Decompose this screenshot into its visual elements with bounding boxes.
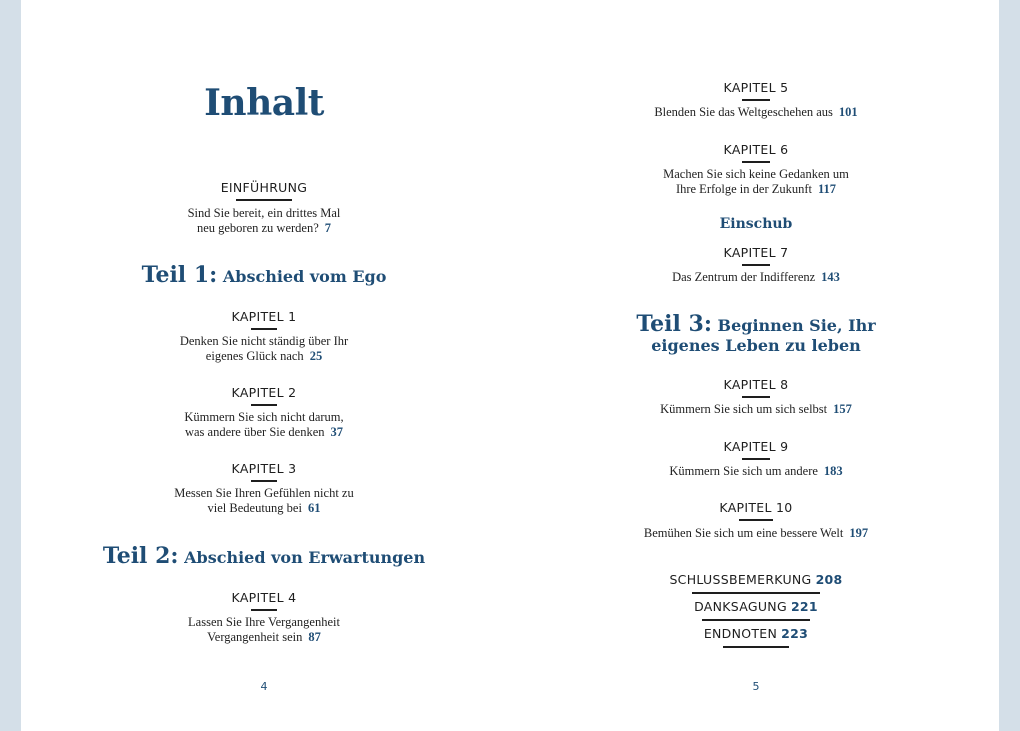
chapter-10-line-1-wrap	[510, 526, 1002, 541]
chapter-3-line-1: Messen Sie Ihren Gefühlen nicht zu	[174, 486, 354, 500]
chapter-1-rule	[251, 328, 277, 330]
chapter-9-line-1-wrap	[510, 464, 1002, 479]
chapter-5-rule	[742, 99, 770, 101]
part-2-name: Abschied von Erwartungen	[184, 548, 426, 567]
chapter-10-line-1: Bemühen Sie sich um eine bessere Welt	[643, 526, 844, 540]
chapter-6-rule	[742, 161, 770, 163]
chapter-1-label: KAPITEL 1	[231, 309, 297, 324]
chapter-8-page: 157	[833, 402, 852, 416]
chapter-7-rule	[742, 264, 770, 266]
conclusion-page: 208	[815, 572, 843, 587]
part-2-heading	[21, 543, 507, 569]
chapter-9-page: 183	[823, 464, 843, 478]
chapter-4-title	[21, 615, 507, 645]
chapter-1-line-2	[21, 349, 507, 364]
chapter-3-page: 61	[307, 501, 321, 515]
left-page	[21, 0, 510, 731]
intro-label: EINFÜHRUNG	[220, 180, 308, 195]
part-3-name-2: eigenes Leben zu leben	[651, 336, 861, 355]
chapter-6-line-2	[510, 182, 1002, 197]
chapter-8-label: KAPITEL 8	[723, 377, 789, 392]
chapter-7-page: 143	[821, 270, 840, 284]
chapter-10-label: KAPITEL 10	[719, 500, 793, 515]
chapter-6-line-2-text: Ihre Erfolge in der Zukunft	[675, 182, 812, 196]
endmatter-endnotes	[510, 626, 1002, 641]
chapter-4-line-2-text: Vergangenheit sein	[207, 630, 303, 644]
acknowledgements-label: DANKSAGUNG	[694, 599, 787, 614]
intro-line-1: Sind Sie bereit, ein drittes Mal	[187, 206, 341, 220]
chapter-2-line-2	[21, 425, 507, 440]
intro-page: 7	[324, 221, 332, 235]
chapter-7-title	[510, 270, 1002, 285]
chapter-5-line-1-wrap	[510, 105, 1002, 120]
endnotes-page: 223	[781, 626, 809, 641]
chapter-1-line-1: Denken Sie nicht ständig über Ihr	[179, 334, 349, 348]
chapter-10-title	[510, 526, 1002, 541]
chapter-1-line-2-text: eigenes Glück nach	[205, 349, 304, 363]
chapter-9-rule	[742, 458, 770, 460]
chapter-2-rule	[251, 404, 277, 406]
chapter-6-label: KAPITEL 6	[723, 142, 789, 157]
chapter-8-line-1: Kümmern Sie sich um sich selbst	[660, 402, 828, 416]
part-1-heading	[21, 262, 507, 288]
part-3-name-1: Beginnen Sie, Ihr	[717, 316, 876, 335]
chapter-2-line-2-text: was andere über Sie denken	[184, 425, 325, 439]
acknowledgements-rule	[702, 619, 810, 621]
chapter-2-label: KAPITEL 2	[231, 385, 297, 400]
folio-left: 4	[260, 680, 268, 693]
chapter-4-line-2	[21, 630, 507, 645]
chapter-7-line-1: Das Zentrum der Indifferenz	[672, 270, 816, 284]
chapter-8-rule	[742, 396, 770, 398]
chapter-3-line-2-text: viel Bedeutung bei	[207, 501, 302, 515]
chapter-4-line-1: Lassen Sie Ihre Vergangenheit	[188, 615, 340, 629]
chapter-5-page: 101	[838, 105, 858, 119]
endmatter-conclusion	[510, 572, 1002, 587]
part-1-prefix: Teil 1:	[141, 262, 218, 288]
chapter-9-title	[510, 464, 1002, 479]
chapter-4-page: 87	[308, 630, 321, 644]
intro-rule	[236, 199, 292, 201]
chapter-10-page: 197	[849, 526, 869, 540]
chapter-3-rule	[251, 480, 277, 482]
chapter-4-rule	[251, 609, 277, 611]
part-2-prefix: Teil 2:	[102, 543, 179, 569]
endnotes-label: ENDNOTEN	[703, 626, 778, 641]
part-3-heading	[510, 311, 1002, 356]
intro-title	[21, 206, 507, 236]
chapter-7-label: KAPITEL 7	[723, 245, 789, 260]
toc-title: Inhalt	[204, 82, 324, 124]
conclusion-rule	[692, 592, 820, 594]
endmatter-acknowledgements	[510, 599, 1002, 614]
einschub-heading: Einschub	[719, 216, 793, 232]
chapter-9-label: KAPITEL 9	[723, 439, 789, 454]
chapter-8-title	[510, 402, 1002, 417]
chapter-5-label: KAPITEL 5	[723, 80, 789, 95]
chapter-9-line-1: Kümmern Sie sich um andere	[669, 464, 818, 478]
folio-right: 5	[752, 680, 760, 693]
chapter-5-line-1: Blenden Sie das Weltgeschehen aus	[654, 105, 833, 119]
right-page	[510, 0, 999, 731]
chapter-6-page: 117	[818, 182, 837, 196]
acknowledgements-page: 221	[790, 599, 818, 614]
chapter-1-title	[21, 334, 507, 364]
chapter-6-line-1: Machen Sie sich keine Gedanken um	[663, 167, 849, 181]
chapter-8-line-1-wrap	[510, 402, 1002, 417]
part-1-name: Abschied vom Ego	[222, 267, 387, 286]
chapter-7-line-1-wrap	[510, 270, 1002, 285]
part-3-line-1	[510, 311, 1002, 337]
chapter-4-label: KAPITEL 4	[231, 590, 297, 605]
chapter-2-page: 37	[330, 425, 344, 439]
chapter-2-line-1: Kümmern Sie sich nicht darum,	[184, 410, 344, 424]
chapter-3-label: KAPITEL 3	[231, 461, 297, 476]
intro-line-2-text: neu geboren zu werden?	[196, 221, 319, 235]
endnotes-rule	[723, 646, 789, 648]
intro-line-2	[21, 221, 507, 236]
chapter-6-title	[510, 167, 1002, 197]
chapter-10-rule	[739, 519, 773, 521]
chapter-3-line-2	[21, 501, 507, 516]
chapter-1-page: 25	[309, 349, 323, 363]
conclusion-label: SCHLUSSBEMERKUNG	[669, 572, 812, 587]
chapter-5-title	[510, 105, 1002, 120]
part-3-prefix: Teil 3:	[636, 311, 712, 337]
chapter-2-title	[21, 410, 507, 440]
chapter-3-title	[21, 486, 507, 516]
